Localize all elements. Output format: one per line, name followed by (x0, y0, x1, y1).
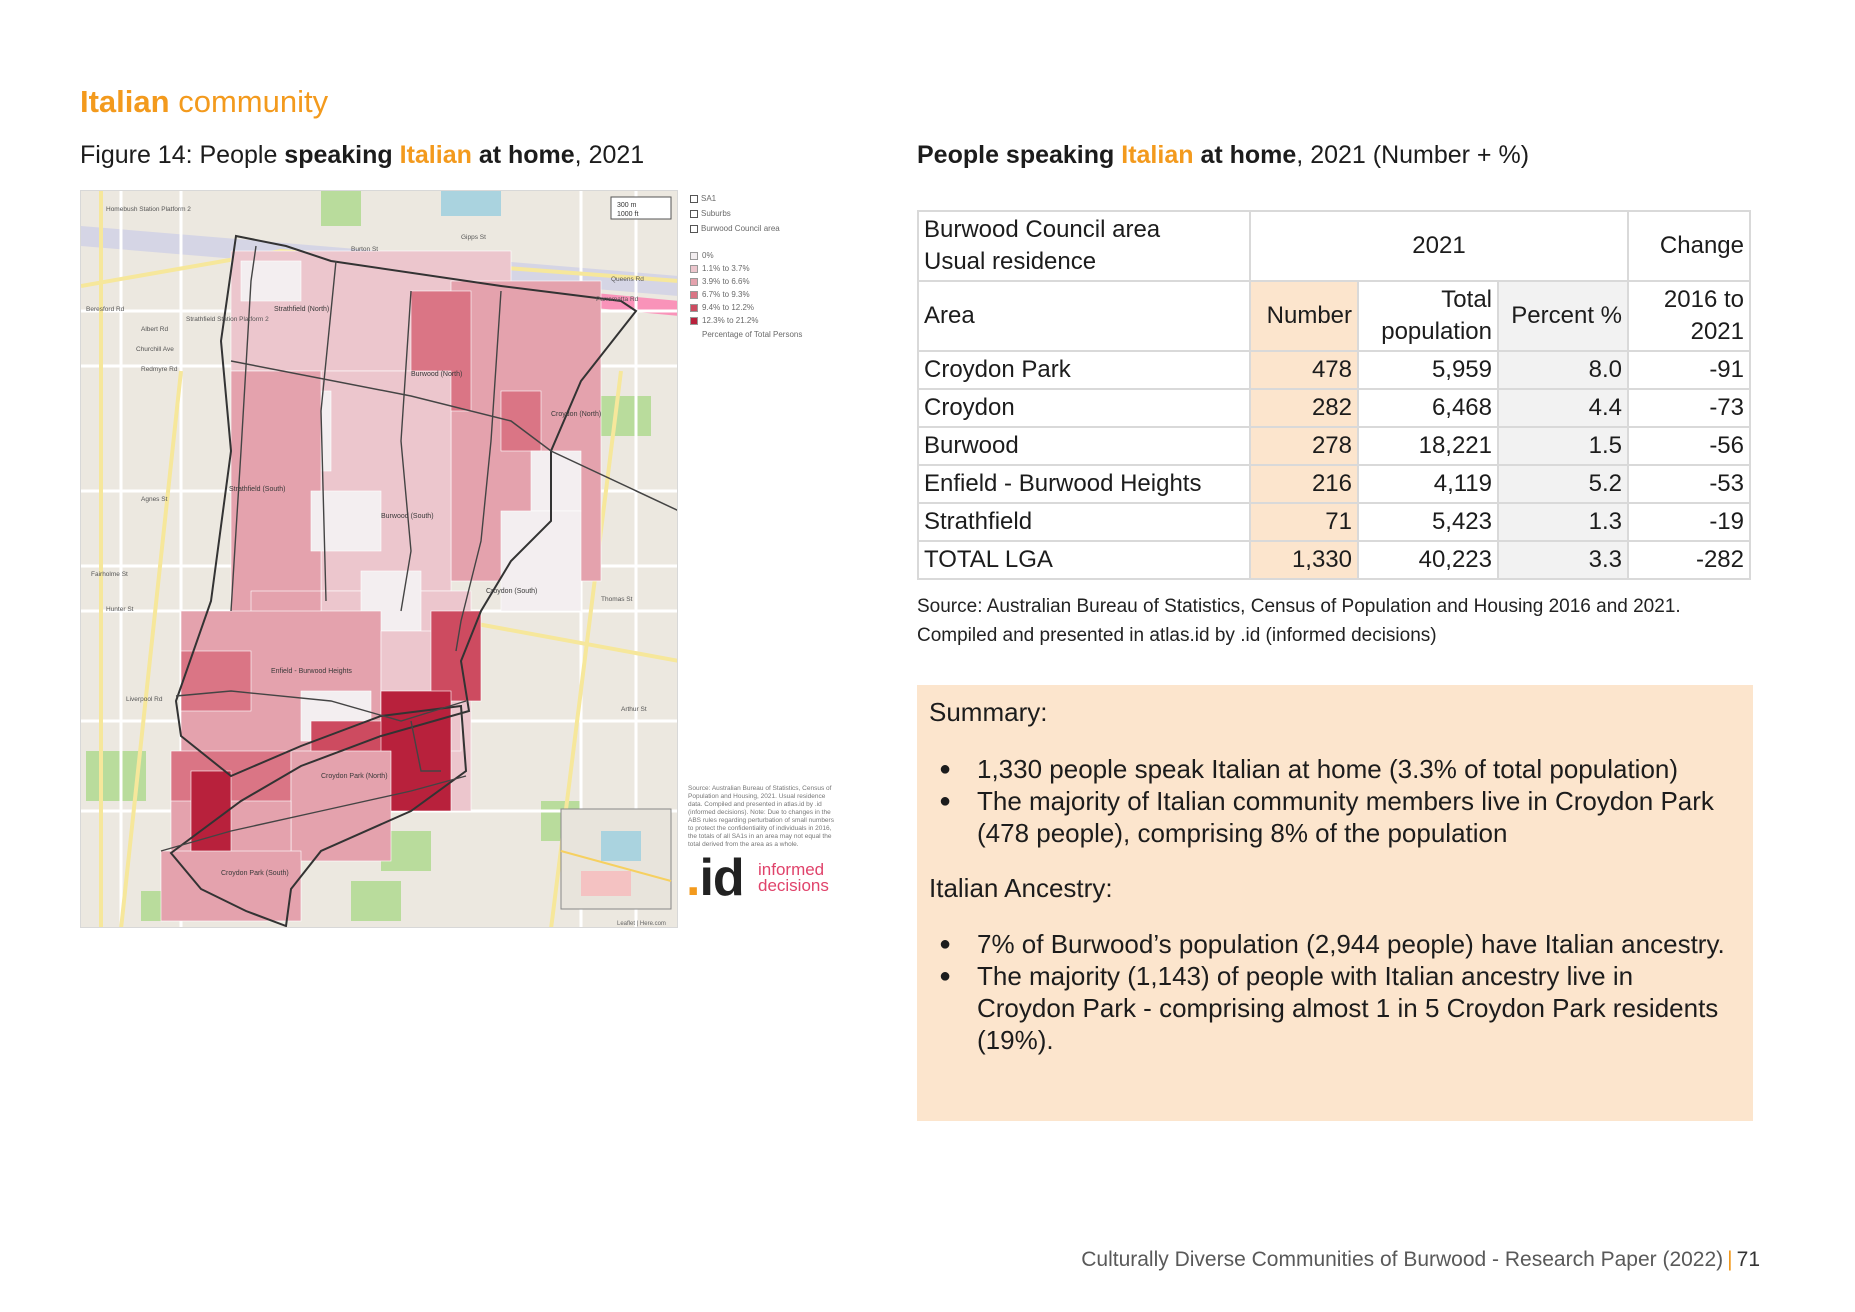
table-row: Croydon 282 6,468 4.4 -73 (918, 389, 1750, 427)
ancestry-list (917, 928, 1737, 1056)
area-label: Croydon (South) (486, 588, 538, 595)
map-canvas (81, 191, 678, 928)
area-label: Enfield - Burwood Heights (271, 668, 352, 675)
legend-swatch (690, 278, 698, 286)
street-label: Albert Rd (141, 326, 169, 333)
footer-title: Culturally Diverse Communities of Burwood - Research Paper (2022) (1081, 1248, 1724, 1271)
legend-layer[interactable]: Burwood Council area (690, 224, 780, 233)
col-percent: Percent % (1498, 281, 1628, 351)
area-label: Burwood (South) (381, 513, 434, 520)
scale-bar-ft: 1000 ft (617, 211, 639, 218)
legend-bin: 3.9% to 6.6% (690, 277, 750, 286)
legend-swatch (690, 252, 698, 260)
legend-bin: 0% (690, 251, 714, 260)
area-label: Strathfield (North) (274, 306, 330, 313)
checkbox-icon[interactable] (690, 195, 698, 203)
street-label: Thomas St (601, 596, 633, 603)
table-total-row: TOTAL LGA 1,330 40,223 3.3 -282 (918, 541, 1750, 579)
italian-speakers-table (917, 210, 1751, 580)
figure-caption-prefix: Figure 14: People (80, 141, 285, 169)
section-title-rest: community (169, 84, 329, 119)
legend-bin: 12.3% to 21.2% (690, 316, 758, 325)
map-figure (80, 190, 845, 928)
section-title (80, 84, 328, 120)
map-source-note: Source: Australian Bureau of Statistics, Census of Population and Housing, 2021. Usual residence data. Compiled and presented in atlas.id by .id (informed decisions). Note: Due to changes in the ABS rules regarding perturbation of small numbers to protect the confidentiality of individuals in 2016, the totals of all SA1s in an area may not equal the total derived from the area as a whole. (688, 785, 834, 848)
header-area-cell: Burwood Council area Usual residence (918, 211, 1250, 281)
legend-bin: 6.7% to 9.3% (690, 290, 750, 299)
col-area: Area (918, 281, 1250, 351)
legend-layer[interactable]: SA1 (690, 194, 716, 203)
street-label: Redmyre Rd (141, 366, 178, 373)
legend-swatch (690, 291, 698, 299)
legend-swatch (690, 265, 698, 273)
legend-swatch (690, 304, 698, 312)
summary-box (917, 685, 1753, 1121)
area-label: Croydon Park (North) (321, 773, 388, 780)
area-label: Croydon Park (South) (221, 870, 289, 877)
footer-separator: | (1727, 1248, 1733, 1271)
table-row: Croydon Park 478 5,959 8.0 -91 (918, 351, 1750, 389)
id-logo (680, 848, 845, 908)
street-label: Queens Rd (611, 276, 644, 283)
section-title-bold: Italian (80, 84, 170, 119)
area-label: Strathfield (South) (229, 486, 286, 493)
page-footer (1081, 1248, 1760, 1272)
street-label: Burton St (351, 246, 379, 253)
street-label: Fairholme St (91, 571, 128, 578)
summary-list (917, 753, 1737, 849)
street-label: Hunter St (106, 606, 134, 613)
scale-bar-m: 300 m (617, 202, 637, 209)
page-number: 71 (1736, 1248, 1760, 1271)
street-label: Parramatta Rd (596, 296, 639, 303)
legend-layer[interactable]: Suburbs (690, 209, 731, 218)
id-logo-mark: .id (686, 849, 744, 907)
street-label: Arthur St (621, 706, 647, 713)
street-label: Agnes St (141, 496, 168, 503)
figure-caption-b1: speaking (284, 141, 400, 169)
table-caption-suffix: , 2021 (Number + %) (1296, 141, 1530, 169)
street-label: Liverpool Rd (126, 696, 163, 703)
table-row: Strathfield 71 5,423 1.3 -19 (918, 503, 1750, 541)
street-label: Homebush Station Platform 2 (106, 206, 191, 213)
col-number: Number (1250, 281, 1358, 351)
col-total-population: Total population (1358, 281, 1498, 351)
street-label: Strathfield Station Platform 2 (186, 316, 269, 323)
table-row: Burwood 278 18,221 1.5 -56 (918, 427, 1750, 465)
id-logo-text: informed decisions (758, 860, 829, 895)
summary-heading: Summary: (929, 697, 1048, 727)
list-item: ● 1,330 people speak Italian at home (3.3% of total population) (917, 753, 1737, 785)
list-item: ● The majority (1,143) of people with Italian ancestry live in Croydon Park - comprising almost 1 in 5 Croydon Park residents (19%). (917, 960, 1737, 1056)
street-label: Gipps St (461, 234, 486, 241)
ancestry-heading: Italian Ancestry: (929, 873, 1113, 903)
map-legend (680, 190, 845, 928)
area-label: Burwood (North) (411, 371, 463, 378)
list-item: ● The majority of Italian community members live in Croydon Park (478 people), comprising 8% of the population (917, 785, 1737, 849)
legend-bin: 1.1% to 3.7% (690, 264, 750, 273)
choropleth-map (80, 190, 678, 928)
checkbox-icon[interactable] (690, 225, 698, 233)
table-caption (917, 141, 1529, 170)
figure-caption-language: Italian (399, 141, 472, 169)
figure-caption-b2: at home (471, 141, 575, 169)
legend-swatch (690, 317, 698, 325)
map-attribution: Leaflet | Here.com (617, 921, 666, 927)
figure-caption-suffix: , 2021 (574, 141, 645, 169)
col-change: 2016 to 2021 (1628, 281, 1750, 351)
header-change: Change (1628, 211, 1750, 281)
table-caption-b1: People speaking (917, 141, 1122, 169)
legend-caption: Percentage of Total Persons (702, 330, 803, 339)
legend-bin: 9.4% to 12.2% (690, 303, 754, 312)
table-subheader-row (918, 281, 1750, 351)
table-row: Enfield - Burwood Heights 216 4,119 5.2 -53 (918, 465, 1750, 503)
checkbox-icon[interactable] (690, 210, 698, 218)
table-caption-language: Italian (1121, 141, 1194, 169)
table-header-row (918, 211, 1750, 281)
list-item: ● 7% of Burwood’s population (2,944 people) have Italian ancestry. (917, 928, 1737, 960)
figure-caption (80, 141, 644, 170)
table-caption-b2: at home (1193, 141, 1297, 169)
source-note: Source: Australian Bureau of Statistics, Census of Population and Housing 2016 and 2021. Compiled and presented in atlas.id by .id (informed decisions) (917, 596, 1681, 646)
header-year: 2021 (1250, 211, 1628, 281)
street-label: Churchill Ave (136, 346, 174, 353)
area-label: Croydon (North) (551, 411, 602, 418)
street-label: Beresford Rd (86, 306, 125, 313)
